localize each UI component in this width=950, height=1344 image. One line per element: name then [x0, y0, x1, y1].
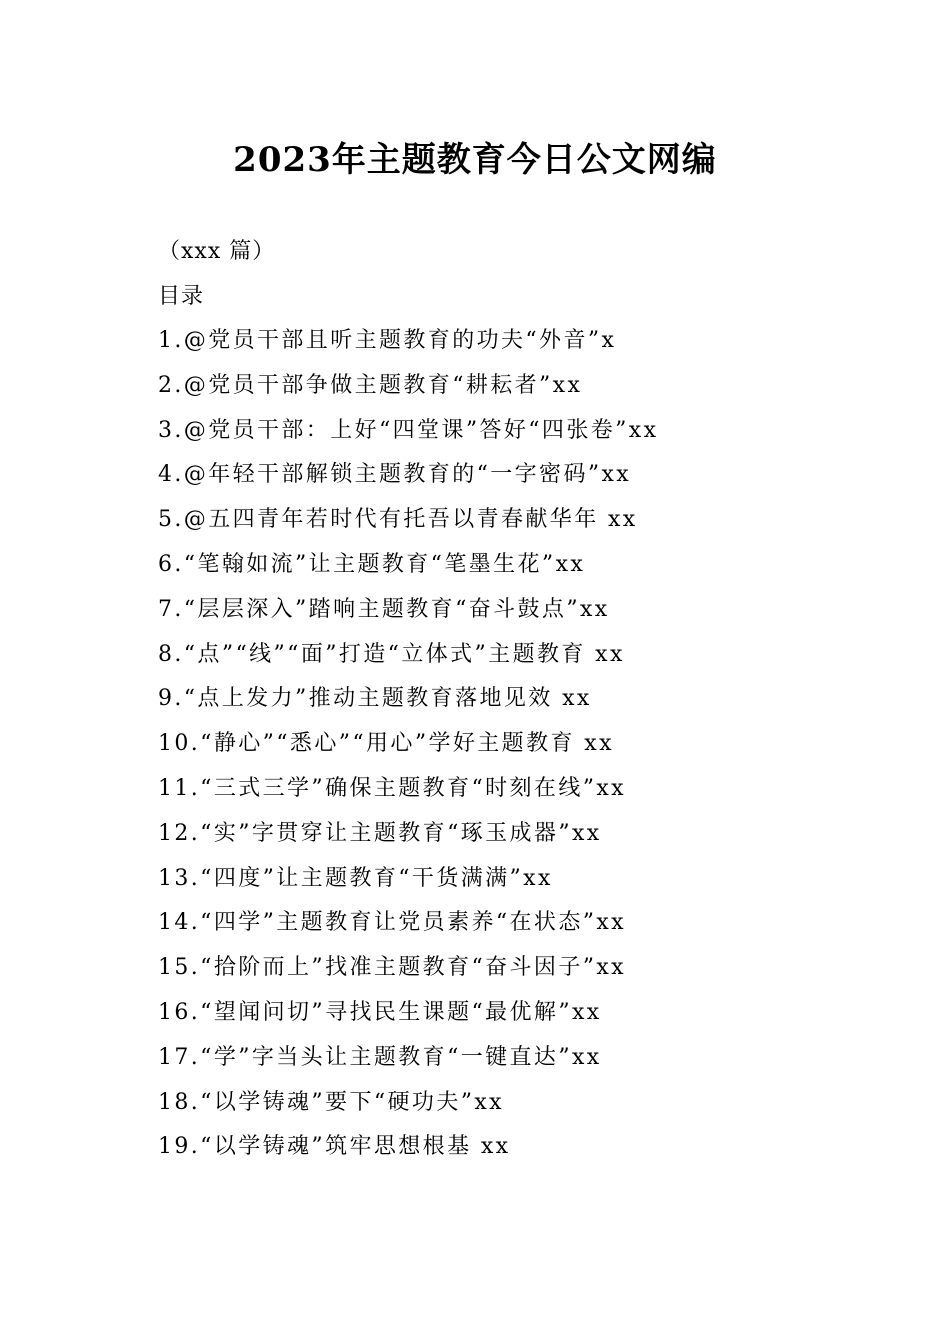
toc-item: 5.@五四青年若时代有托吾以青春献华年 xx — [158, 507, 638, 533]
toc-item: 19.“以学铸魂”筑牢思想根基 xx — [158, 1134, 511, 1160]
toc-item: 12.“实”字贯穿让主题教育“琢玉成器”xx — [158, 820, 602, 846]
toc-item: 4.@年轻干部解锁主题教育的“一字密码”xx — [158, 462, 632, 488]
toc-item: 2.@党员干部争做主题教育“耕耘者”xx — [158, 372, 583, 398]
toc-item: 13.“四度”让主题教育“干货满满”xx — [158, 865, 553, 891]
toc-item: 8.“点”“线”“面”打造“立体式”主题教育 xx — [158, 641, 625, 667]
toc-item: 9.“点上发力”推动主题教育落地见效 xx — [158, 686, 592, 712]
toc-item: 17.“学”字当头让主题教育“一键直达”xx — [158, 1044, 602, 1070]
toc-heading: 目录 — [158, 284, 205, 309]
toc-item: 14.“四学”主题教育让党员素养“在状态”xx — [158, 910, 626, 936]
toc-item: 18.“以学铸魂”要下“硬功夫”xx — [158, 1089, 504, 1115]
document-title: 2023年主题教育今日公文网编 — [233, 140, 717, 180]
toc-item: 1.@党员干部且听主题教育的功夫“外音”x — [158, 328, 617, 353]
toc-item: 6.“笔翰如流”让主题教育“笔墨生花”xx — [158, 551, 586, 577]
toc-item: 10.“静心”“悉心”“用心”学好主题教育 xx — [158, 731, 614, 757]
toc-item: 16.“望闻问切”寻找民生课题“最优解”xx — [158, 999, 602, 1025]
toc-item: 11.“三式三学”确保主题教育“时刻在线”xx — [158, 775, 626, 801]
toc-item: 7.“层层深入”踏响主题教育“奋斗鼓点”xx — [158, 596, 610, 622]
article-count-note: （xxx 篇） — [158, 239, 276, 264]
toc-item: 15.“拾阶而上”找准主题教育“奋斗因子”xx — [158, 955, 626, 981]
toc-item: 3.@党员干部：上好“四堂课”答好“四张卷”xx — [158, 417, 659, 443]
table-of-contents — [158, 323, 918, 1174]
